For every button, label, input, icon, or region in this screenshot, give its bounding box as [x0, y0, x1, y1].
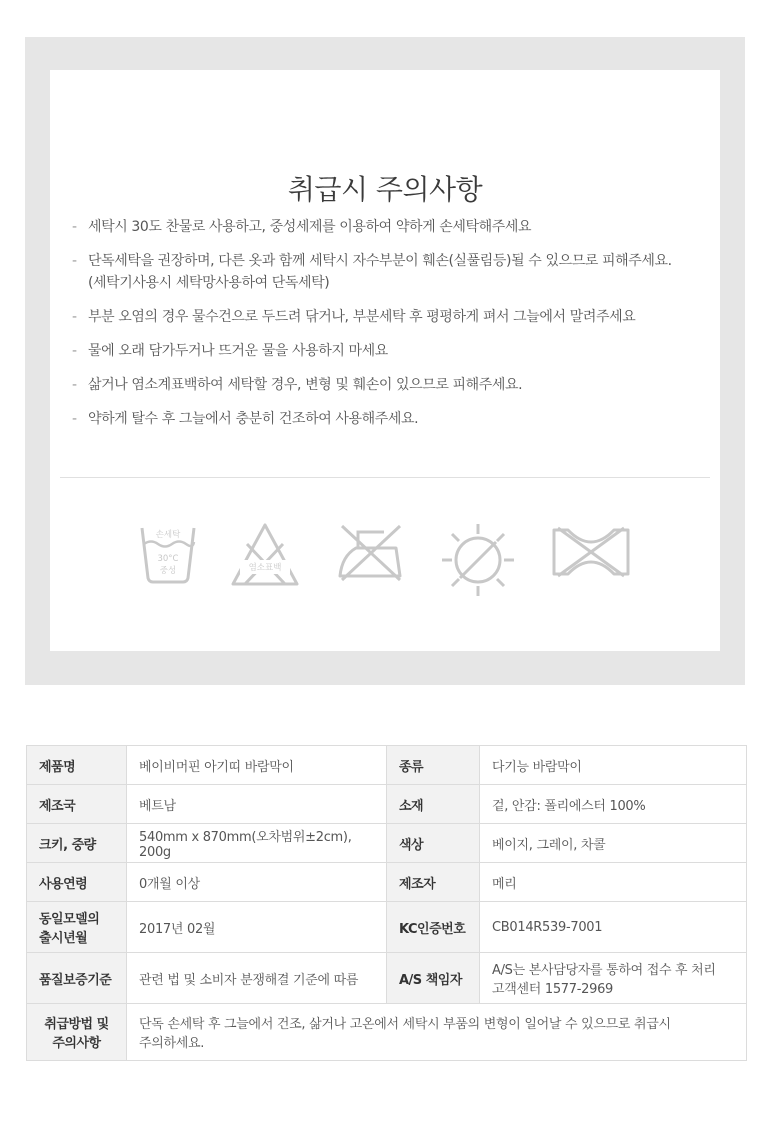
- no-sun-dry-icon: [440, 522, 516, 598]
- spec-value: 다기능 바람막이: [480, 746, 747, 785]
- bullet-dash: -: [72, 309, 77, 325]
- no-wring-icon: [548, 522, 634, 582]
- table-row: [27, 824, 747, 863]
- handwash-temp: 30°C: [157, 554, 179, 564]
- spec-value: 2017년 02월: [127, 902, 387, 953]
- spec-label: 제조자: [387, 863, 480, 902]
- care-item: - 삶거나 염소계표백하여 세탁할 경우, 변형 및 훼손이 있으므로 피해주세요.: [72, 374, 712, 396]
- spec-label: A/S 책임자: [387, 953, 480, 1004]
- table-row: [27, 953, 747, 1004]
- spec-value: 0개월 이상: [127, 863, 387, 902]
- bleach-label: 염소표백: [248, 563, 282, 573]
- hand-wash-icon: [138, 522, 198, 586]
- spec-value: 겉, 안감: 폴리에스터 100%: [480, 785, 747, 824]
- care-symbols-row: [138, 522, 638, 602]
- spec-value: 단독 손세탁 후 그늘에서 건조, 삶거나 고온에서 세탁시 부품의 변형이 일어날 수 있으므로 취급시 주의하세요.: [127, 1004, 747, 1061]
- spec-value: 540mm x 870mm(오차범위±2cm), 200g: [127, 824, 387, 863]
- bullet-dash: -: [72, 411, 77, 427]
- spec-label: 종류: [387, 746, 480, 785]
- no-iron-icon: [336, 522, 406, 582]
- handwash-detergent: 중성: [159, 566, 177, 576]
- spec-label: 제조국: [27, 785, 127, 824]
- spec-value: 베이비머핀 아기띠 바람막이: [127, 746, 387, 785]
- table-row: [27, 902, 747, 953]
- bullet-dash: -: [72, 253, 77, 269]
- spec-value: 베이지, 그레이, 차콜: [480, 824, 747, 863]
- bullet-dash: -: [72, 219, 77, 235]
- section-divider: [60, 477, 710, 478]
- spec-label: 품질보증기준: [27, 953, 127, 1004]
- care-instructions-list: [72, 216, 712, 442]
- spec-value: 관련 법 및 소비자 분쟁해결 기준에 따름: [127, 953, 387, 1004]
- spec-value: 베트남: [127, 785, 387, 824]
- spec-label: 취급방법 및 주의사항: [27, 1004, 127, 1061]
- spec-label: 크키, 중량: [27, 824, 127, 863]
- spec-label: 동일모델의 출시년월: [27, 902, 127, 953]
- table-row: [27, 746, 747, 785]
- no-bleach-icon: [230, 522, 300, 588]
- spec-label: 사용연령: [27, 863, 127, 902]
- spec-value: 메리: [480, 863, 747, 902]
- product-spec-table: [26, 745, 747, 1061]
- care-title: 취급시 주의사항: [287, 173, 483, 206]
- care-item: - 단독세탁을 권장하며, 다른 옷과 함께 세탁시 자수부분이 훼손(실풀림등)될 수 있으므로 피해주세요. (세탁기사용시 세탁망사용하여 단독세탁): [72, 250, 712, 294]
- table-row: [27, 863, 747, 902]
- spec-label: 제품명: [27, 746, 127, 785]
- care-panel: [25, 37, 745, 685]
- spec-value: A/S는 본사담당자를 통하여 접수 후 처리 고객센터 1577-2969: [480, 953, 747, 1004]
- table-row: [27, 785, 747, 824]
- bullet-dash: -: [72, 377, 77, 393]
- care-item: - 세탁시 30도 찬물로 사용하고, 중성세제를 이용하여 약하게 손세탁해주세요: [72, 216, 712, 238]
- spec-label: KC인증번호: [387, 902, 480, 953]
- table-row: [27, 1004, 747, 1061]
- spec-label: 색상: [387, 824, 480, 863]
- care-item: - 물에 오래 담가두거나 뜨거운 물을 사용하지 마세요: [72, 340, 712, 362]
- care-card: [50, 70, 720, 651]
- bullet-dash: -: [72, 343, 77, 359]
- spec-label: 소재: [387, 785, 480, 824]
- handwash-label: 손세탁: [155, 530, 181, 540]
- spec-value: CB014R539-7001: [480, 902, 747, 953]
- care-item: - 약하게 탈수 후 그늘에서 충분히 건조하여 사용해주세요.: [72, 408, 712, 430]
- care-item: - 부분 오염의 경우 물수건으로 두드려 닦거나, 부분세탁 후 평평하게 펴서 그늘에서 말려주세요: [72, 306, 712, 328]
